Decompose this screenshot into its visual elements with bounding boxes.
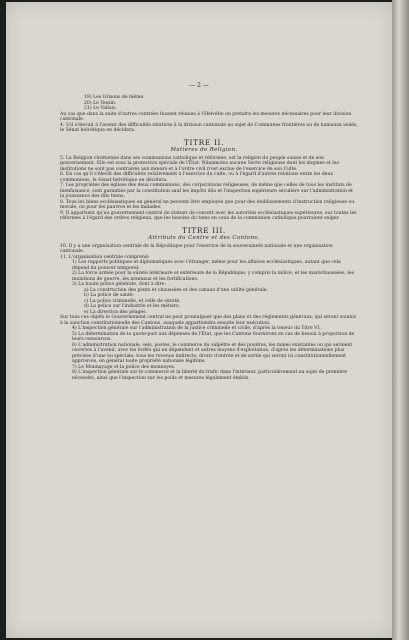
section-title: TITRE II. <box>183 137 225 147</box>
list-item: 20) Le Tessin. <box>84 100 117 106</box>
list-item: a) La construction des ponts et chaussées et des canaux d'une utilité générale. <box>84 287 268 293</box>
list-item: e) La direction des péages. <box>84 309 147 315</box>
list-item: 4) L'inspection générale sur l'administration de la justice criminelle et civile, d'après la teneur du Titre VI. <box>72 326 321 331</box>
article-paragraph: 11. L'organisation centrale comprend: <box>60 254 150 260</box>
list-item: b) La police de santé. <box>84 293 135 298</box>
list-item: 3) La haute police générale, dont à dire: <box>72 282 166 287</box>
list-item: 19) Les Grisons de même. <box>84 95 145 100</box>
list-item: 6) L'administration nationale, sels, postes, le commerce du salpêtre et des poudres, les mines existantes ou qui seraient ouvertes à l'avenir, avec les forêts qui en dépendent et autres moyens d'exploitation, d'après les déterminations plus précises d'une loi spéciale; tous les revenus indirects, droits d'entrée et de sortie qui seront ici constitutionnellement approuvés, en général toute propriété nationale légitime. <box>72 342 353 364</box>
paragraph: Sur tous ces objets le Gouvernement central ne peut promulguer que des plans et des règlements généraux, qui seront soumis à la sanction constitutionnelle des Cantons, auxquels appartiendra ensuite leur exécution. <box>60 315 357 326</box>
article-paragraph: 5. La Religion chrétienne dans ses communions catholique et réformée, est la religion du peuple suisse et de son gouvernement. Elle est sous la protection spéciale de l'État. Néanmoins aucune Secte religieuse dont les dogmes et les institutions ne sont pas contraires aux mœurs et à l'ordre civil n'est exclue de l'exercice de son Culte. <box>60 155 339 172</box>
article-paragraph: 10. Il y a une organisation centrale de la République pour l'exercice de la souveraineté nationale et une organisation cantonale. <box>60 243 333 254</box>
section-subtitle: Matières de Religion. <box>170 146 238 153</box>
list-item: c) La police criminelle, et celle de sûreté. <box>84 298 181 304</box>
list-item: 1) Les rapports politiques et diplomatiques avec l'étranger, même pour les affaires ecclésiastiques, autant que cela dépend du pouvoir temporel. <box>72 260 341 271</box>
list-item: d) La police sur l'industrie et les métiers. <box>84 304 181 309</box>
section-subtitle: Attributs du Centre et des Cantons. <box>148 234 260 241</box>
book-binding-edge <box>392 0 409 640</box>
list-item: 8) L'inspection générale sur le commerce et la liberté du trafic dans l'intérieur, particulièrement au sujet de première nécessité, ainsi que l'inspection sur les poids et mesures légalement établis. <box>72 370 348 381</box>
list-item: 2) La force armée pour la sûreté intérieure et extérieure de la République, y compris la milice, et les maréchaussées, les munitions de guerre, les arsenaux et les fortifications. <box>72 271 354 282</box>
list-item: 7) Le Monnayage et la police des monnoyes. <box>72 364 176 370</box>
section-title: TITRE III. <box>182 225 226 235</box>
list-item: 5) La détermination de la quote-part aux dépenses de l'État, que les Cantons fourniront en cas de besoin à proportion de leurs ressources. <box>72 331 355 342</box>
article-paragraph: 7. Les propriétés des églises des deux communions, des corporations religieuses, de même que celles de tous les instituts de bienfaisance, sont garanties par la constitution sauf les impôts dûs et l'inspection supérieure séculière sur l'administration et la jouissance des dits biens. <box>60 183 353 199</box>
article-paragraph: 6. En cas qu'il s'élevât des difficultés relativement à l'exercice du culte, ou à l'égard d'autres relations entre les deux communions, le Sénat helvétique en décidera. <box>60 172 334 183</box>
list-item: 21) Le Vallais. <box>84 106 117 111</box>
page-number: — 2 — <box>189 82 209 89</box>
article-paragraph: 8. Tous les biens ecclésiastiques en général ne peuvent être employés que pour des établissements d'instruction religieuse ou morale, ou pour les pauvres et les malades. <box>60 199 355 210</box>
article-paragraph: 9. Il appartient qu'au gouvernement central de statuer de concert avec les autorités ecclésiastiques supérieures, sur toutes les réformes à l'égard des ordres religieux, que les besoins du tems en ceux de la communion catholique pourraient exiger. <box>60 210 357 221</box>
document-body <box>50 95 358 381</box>
paragraph: 4. S'il s'élevait à l'avenir des difficultés relatives à la division cantonale au sujet de Communes frontières ou de hameaux isolés, le Sénat helvétique en décidera. <box>60 122 358 133</box>
document-page <box>6 2 392 638</box>
paragraph: Au cas que dans la suite d'autres contrées fussent réunies à l'Helvétie on prendra les mesures nécessaires pour leur division cantonale. <box>60 111 352 122</box>
